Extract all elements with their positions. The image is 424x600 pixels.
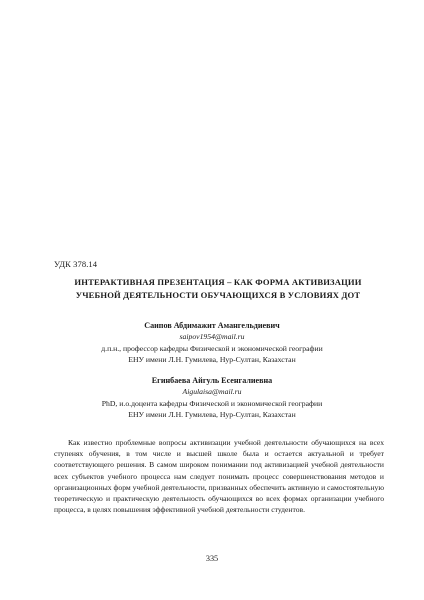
- author-name: Саипов Абдимажит Амангельдиевич: [144, 321, 280, 330]
- author-email: Aigulaisa@mail.ru: [182, 387, 242, 397]
- author-position: д.п.н., профессор кафедры Физической и экономической географии: [101, 343, 323, 353]
- paper-title: ИНТЕРАКТИВНАЯ ПРЕЗЕНТАЦИЯ – КАК ФОРМА АКТИВИЗАЦИИ УЧЕБНОЙ ДЕЯТЕЛЬНОСТИ ОБУЧАЮЩИХСЯ В УСЛОВИЯХ ДОТ: [74, 277, 362, 300]
- author-affiliation: ЕНУ имени Л.Н. Гумилева, Нур-Султан, Казахстан: [128, 355, 296, 365]
- author-email: saipov1954@mail.ru: [179, 332, 245, 342]
- author-block: [40, 320, 384, 366]
- author-block: [40, 375, 384, 421]
- author-name: Егинбаева Айгуль Есенгалиевна: [151, 376, 273, 385]
- author-position: PhD, и.о.доцента кафедры Физической и экономической географии: [101, 398, 323, 408]
- udk-code: УДК 378.14: [54, 259, 98, 269]
- page-number: 335: [205, 554, 219, 563]
- abstract-paragraph: Как известно проблемные вопросы активизации учебной деятельности обучающихся на всех ступенях обучения, в том числе и высшей школе была и остается актуальной и требует соответствующего решения. В самом широком понимании под активизацией учебной деятельности всех субъектов учебного процесса нам следует понимать процесс совершенствования методов и организационных форм учебной деятельности, призванных обеспечить активную и самостоятельную теоретическую и практическую деятельность обучающихся во всех формах организации учебного процесса, в целях повышения эффективной учебной деятельности студентов.: [54, 438, 384, 515]
- author-affiliation: ЕНУ имени Л.Н. Гумилева, Нур-Султан, Казахстан: [128, 410, 296, 420]
